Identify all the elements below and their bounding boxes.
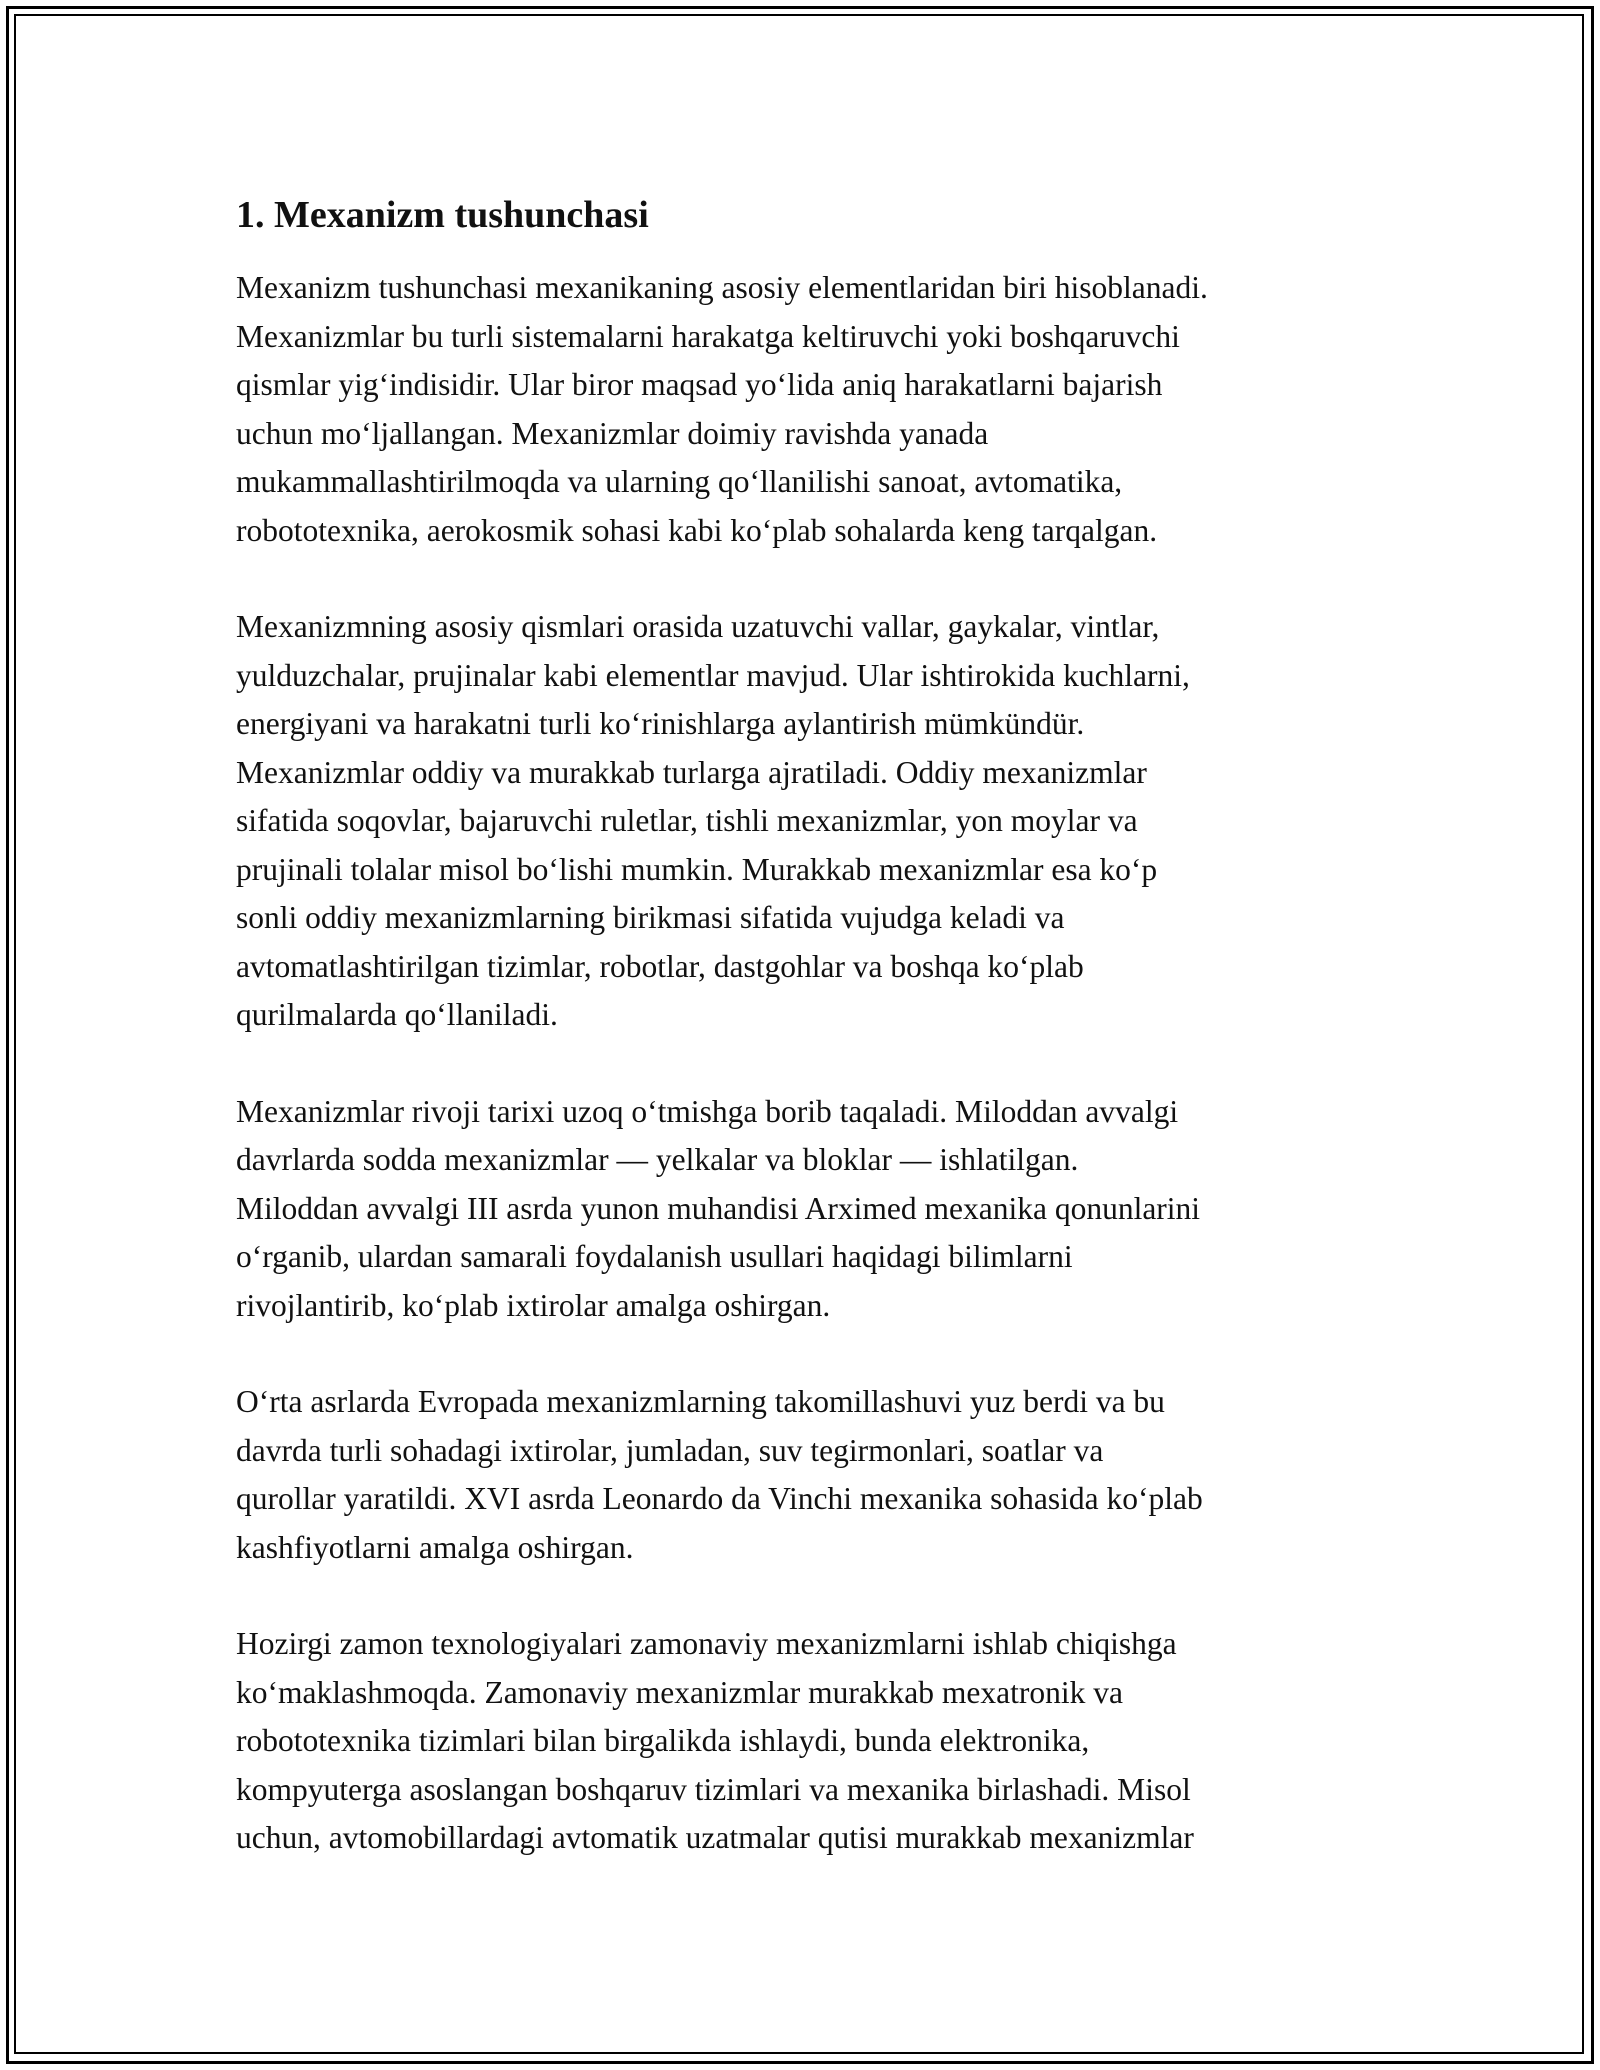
paragraph-container: [236, 264, 1406, 1863]
paragraph: [236, 603, 1406, 1040]
text-line: ko‘maklashmoqda. Zamonaviy mexanizmlar murakkab mexatronik va: [236, 1674, 1123, 1710]
text-line: davrda turli sohadagi ixtirolar, jumladan, suv tegirmonlari, soatlar va: [236, 1432, 1104, 1468]
text-line: Miloddan avvalgi III asrda yunon muhandisi Arximed mexanika qonunlarini: [236, 1190, 1201, 1226]
text-line: Mexanizm tushunchasi mexanikaning asosiy elementlaridan biri hisoblanadi.: [236, 270, 1208, 305]
paragraph: [236, 264, 1406, 555]
text-line: sifatida soqovlar, bajaruvchi ruletlar, tishli mexanizmlar, yon moylar va: [236, 803, 1138, 838]
text-line: rivojlantirib, ko‘plab ixtirolar amalga oshirgan.: [236, 1287, 831, 1323]
document-body: [236, 188, 1406, 1911]
text-line: kashfiyotlarni amalga oshirgan.: [236, 1529, 634, 1565]
text-line: davrlarda sodda mexanizmlar — yelkalar va bloklar — ishlatilgan.: [236, 1142, 1079, 1177]
section-heading: 1. Mexanizm tushunchasi: [236, 194, 649, 236]
text-line: Hozirgi zamon texnologiyalari zamonaviy mexanizmlarni ishlab chiqishga: [236, 1626, 1177, 1661]
text-line: Mexanizmlar bu turli sistemalarni harakatga keltiruvchi yoki boshqaruvchi: [236, 318, 1180, 354]
text-line: o‘rganib, ulardan samarali foydalanish usullari haqidagi bilimlarni: [236, 1239, 1073, 1274]
paragraph: [236, 1620, 1406, 1863]
text-line: O‘rta asrlarda Evropada mexanizmlarning takomillashuvi yuz berdi va bu: [236, 1384, 1165, 1419]
text-line: uchun mo‘ljallangan. Mexanizmlar doimiy ravishda yanada: [236, 415, 989, 451]
paragraph: [236, 1378, 1406, 1572]
text-line: mukammallashtirilmoqda va ularning qo‘llanilishi sanoat, avtomatika,: [236, 464, 1123, 499]
text-line: qurilmalarda qo‘llaniladi.: [236, 997, 558, 1032]
text-line: Mexanizmning asosiy qismlari orasida uzatuvchi vallar, gaykalar, vintlar,: [236, 609, 1160, 644]
text-line: robototexnika, aerokosmik sohasi kabi ko‘plab sohalarda keng tarqalgan.: [236, 512, 1158, 548]
text-line: kompyuterga asoslangan boshqaruv tizimlari va mexanika birlashadi. Misol: [236, 1771, 1191, 1807]
text-line: yulduzchalar, prujinalar kabi elementlar mavjud. Ular ishtirokida kuchlarni,: [236, 657, 1190, 693]
text-line: Mexanizmlar rivoji tarixi uzoq o‘tmishga borib taqaladi. Miloddan avvalgi: [236, 1093, 1179, 1129]
text-line: Mexanizmlar oddiy va murakkab turlarga ajratiladi. Oddiy mexanizmlar: [236, 754, 1147, 790]
text-line: uchun, avtomobillardagi avtomatik uzatmalar qutisi murakkab mexanizmlar: [236, 1820, 1194, 1855]
text-line: qismlar yig‘indisidir. Ular biror maqsad yo‘lida aniq harakatlarni bajarish: [236, 367, 1163, 402]
text-line: prujinali tolalar misol bo‘lishi mumkin. Murakkab mexanizmlar esa ko‘p: [236, 851, 1158, 887]
paragraph: [236, 1088, 1406, 1331]
text-line: energiyani va harakatni turli ko‘rinishlarga aylantirish mümkündür.: [236, 706, 1085, 741]
text-line: robototexnika tizimlari bilan birgalikda ishlaydi, bunda elektronika,: [236, 1723, 1090, 1758]
text-line: avtomatlashtirilgan tizimlar, robotlar, dastgohlar va boshqa ko‘plab: [236, 948, 1084, 984]
text-line: qurollar yaratildi. XVI asrda Leonardo da Vinchi mexanika sohasida ko‘plab: [236, 1481, 1203, 1516]
text-line: sonli oddiy mexanizmlarning birikmasi sifatida vujudga keladi va: [236, 900, 1065, 935]
